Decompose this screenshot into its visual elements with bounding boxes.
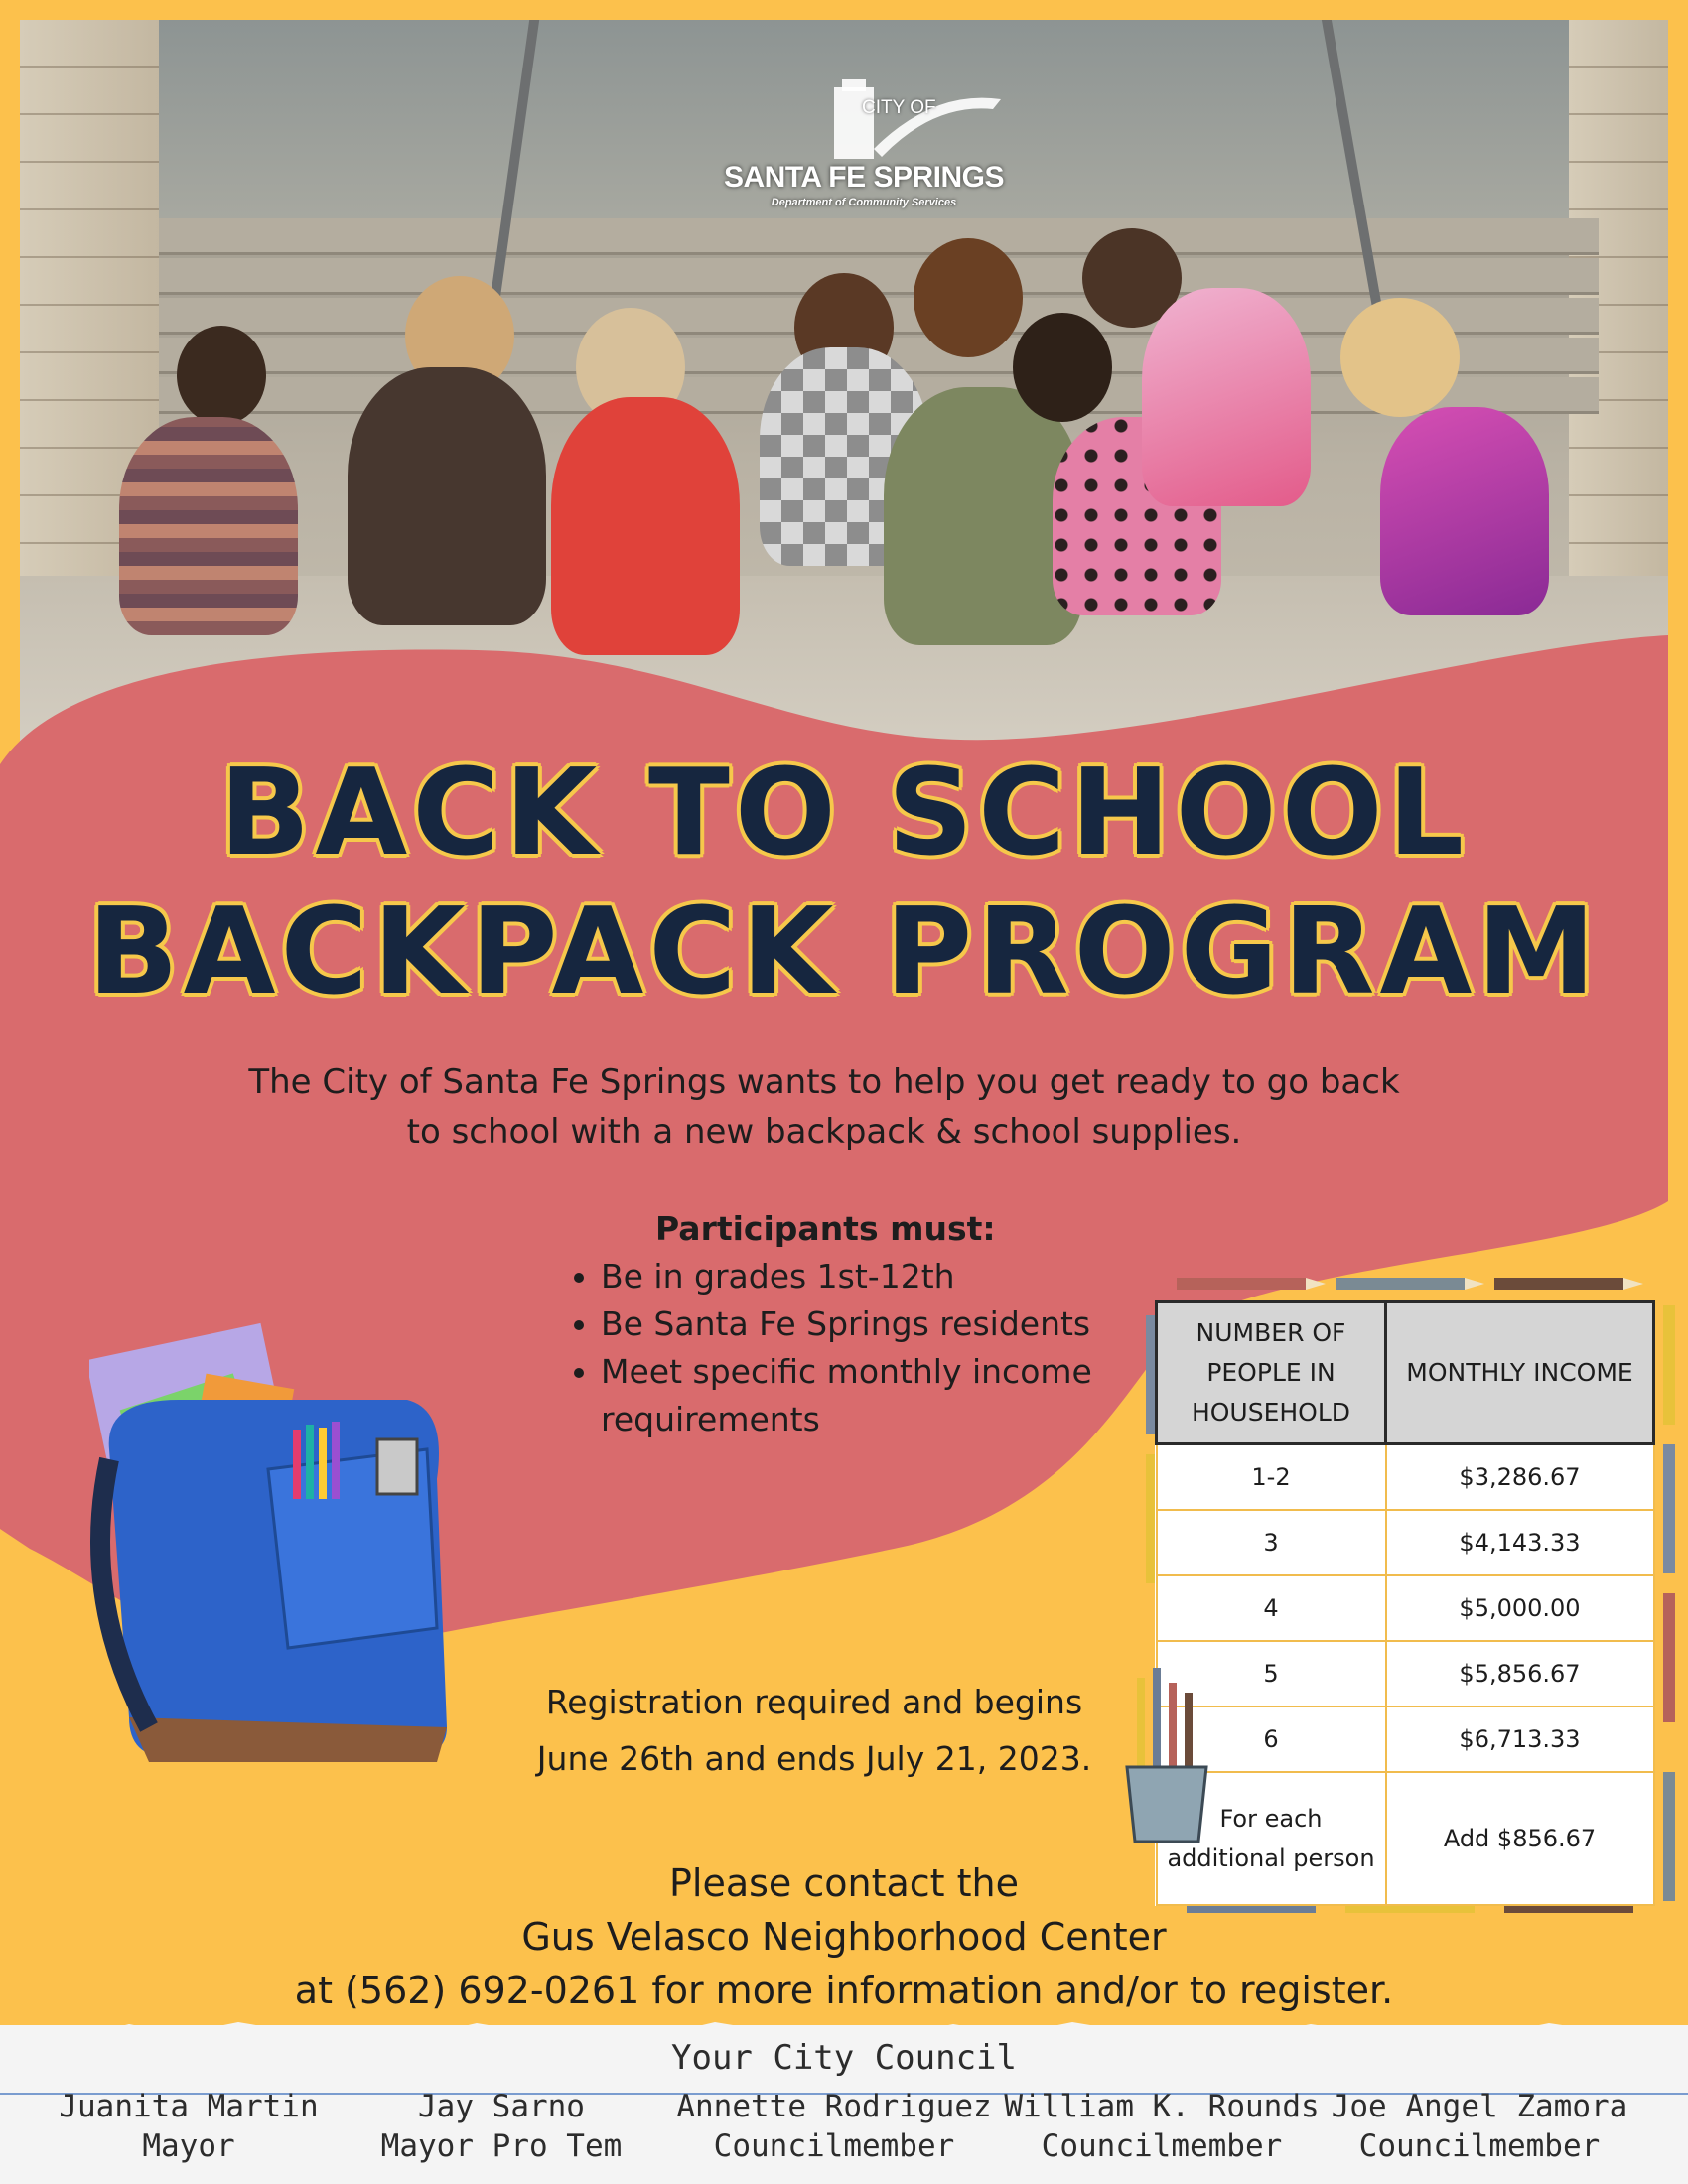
requirement-item: • Meet specific monthly income requirements xyxy=(601,1348,1216,1443)
title-line-1: BACK TO SCHOOL xyxy=(218,745,1470,883)
requirements-heading: Participants must: xyxy=(655,1209,996,1248)
council-member xyxy=(998,2087,1326,2166)
cell-people: For each additional person xyxy=(1157,1772,1386,1905)
council-member xyxy=(343,2087,660,2166)
logo-department: Department of Community Services xyxy=(771,197,957,208)
pencil-icon xyxy=(1494,1278,1643,1290)
cell-people: 6 xyxy=(1157,1706,1386,1772)
pencil-icon xyxy=(1177,1278,1326,1290)
member-role: Councilmember xyxy=(1041,2128,1283,2164)
cell-people: 4 xyxy=(1157,1575,1386,1641)
table-header-row xyxy=(1157,1302,1654,1444)
contact-block xyxy=(159,1856,1529,2017)
contact-line-2: Gus Velasco Neighborhood Center xyxy=(521,1915,1167,1959)
council-member xyxy=(1316,2087,1643,2166)
logo-city-of: CITY OF xyxy=(862,97,936,118)
header-household: NUMBER OF PEOPLE IN HOUSEHOLD xyxy=(1157,1302,1386,1444)
member-role: Mayor xyxy=(142,2128,235,2164)
cell-income: $4,143.33 xyxy=(1386,1510,1654,1575)
contact-line-3: at (562) 692-0261 for more information and/or to register. xyxy=(294,1969,1394,2012)
requirement-item: • Be Santa Fe Springs residents xyxy=(601,1300,1216,1348)
council-member xyxy=(660,2087,1008,2166)
cell-income: $5,000.00 xyxy=(1386,1575,1654,1641)
intro-paragraph: The City of Santa Fe Springs wants to help you get ready to go back to school with a new backpack & school supplies. xyxy=(248,1062,1400,1152)
table-row xyxy=(1157,1641,1654,1706)
council-member xyxy=(40,2087,338,2166)
cell-income: $3,286.67 xyxy=(1386,1444,1654,1511)
member-name: Jay Sarno xyxy=(418,2089,585,2124)
contact-line-1: Please contact the xyxy=(668,1861,1020,1905)
requirements-list xyxy=(561,1253,1216,1443)
member-role: Councilmember xyxy=(1358,2128,1601,2164)
table-row xyxy=(1157,1706,1654,1772)
member-name: Annette Rodriguez xyxy=(676,2089,992,2124)
logo-city-name: SANTA FE SPRINGS xyxy=(723,161,1005,194)
member-role: Councilmember xyxy=(713,2128,955,2164)
council-title: Your City Council xyxy=(671,2038,1017,2078)
table-row xyxy=(1157,1575,1654,1641)
header-income: MONTHLY INCOME xyxy=(1386,1302,1654,1444)
cell-people: 3 xyxy=(1157,1510,1386,1575)
title-line-2: BACKPACK PROGRAM xyxy=(87,884,1601,1022)
income-table xyxy=(1155,1300,1655,1906)
table-row xyxy=(1157,1510,1654,1575)
requirement-item: • Be in grades 1st-12th xyxy=(601,1253,1216,1300)
member-name: William K. Rounds xyxy=(1004,2089,1320,2124)
pencil-icon xyxy=(1336,1278,1484,1290)
cell-income: $6,713.33 xyxy=(1386,1706,1654,1772)
member-name: Joe Angel Zamora xyxy=(1331,2089,1628,2124)
table-row xyxy=(1157,1444,1654,1511)
cell-people: 1-2 xyxy=(1157,1444,1386,1511)
member-role: Mayor Pro Tem xyxy=(380,2128,623,2164)
registration-text: Registration required and begins June 26th and ends July 21, 2023. xyxy=(536,1683,1092,1778)
pencil-cup-icon xyxy=(1117,1668,1216,1846)
blue-backpack-illustration xyxy=(89,1300,467,1777)
cell-income: $5,856.67 xyxy=(1386,1641,1654,1706)
member-name: Juanita Martin xyxy=(59,2089,319,2124)
cell-income: Add $856.67 xyxy=(1386,1772,1654,1905)
cell-people: 5 xyxy=(1157,1641,1386,1706)
